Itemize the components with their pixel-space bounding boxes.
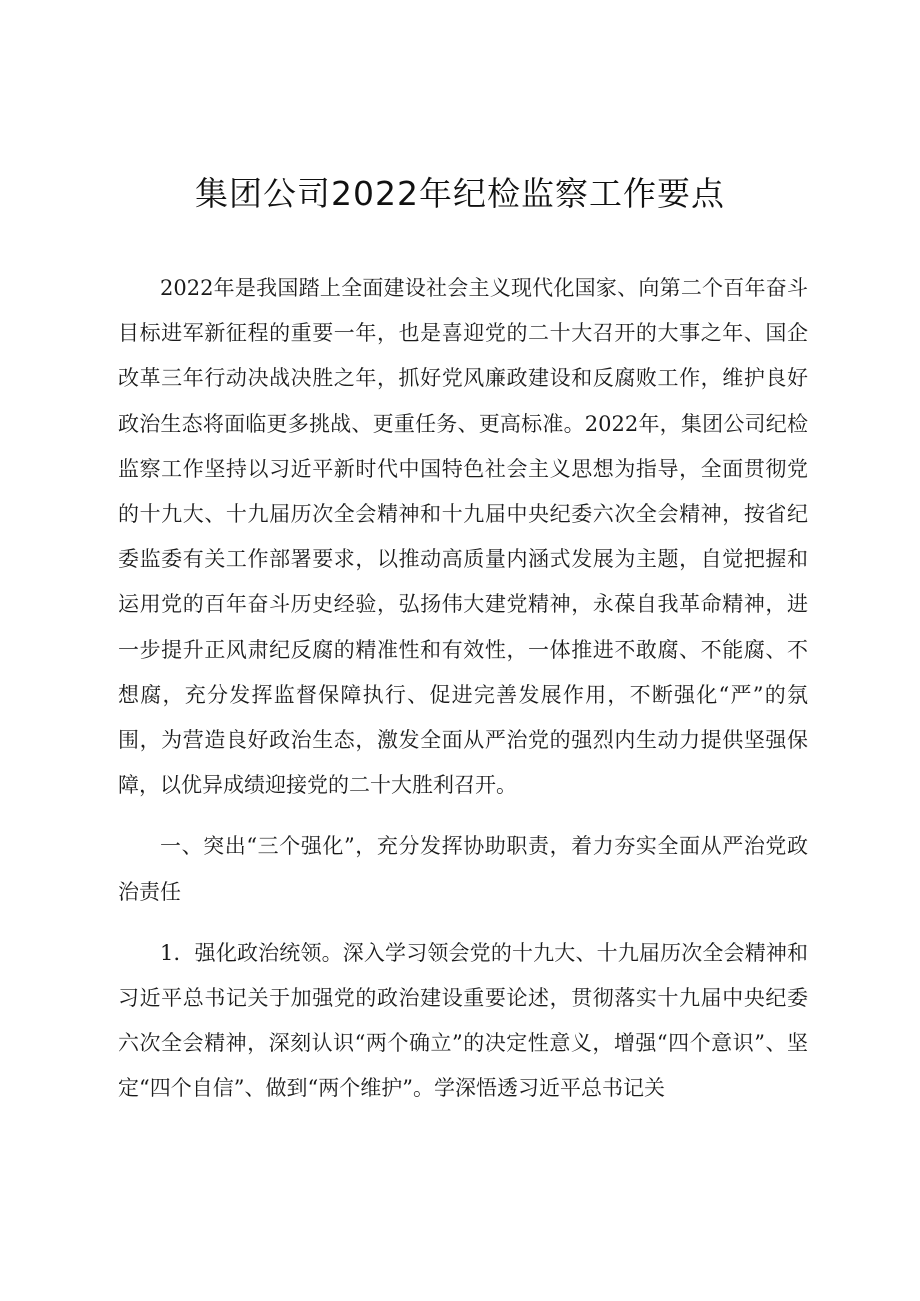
item-paragraph-1: 1．强化政治统领。深入学习领会党的十九大、十九届历次全会精神和习近平总书记关于加强党的政治建设重要论述，贯彻落实十九届中央纪委六次全会精神，深刻认识“两个确立”的决定性意义，增强“四个意识”、坚定“四个自信”、做到“两个维护”。学深悟透习近平总书记关: [118, 940, 808, 1101]
section-heading-1: 一、突出“三个强化”，充分发挥协助职责，着力夯实全面从严治党政治责任: [118, 834, 808, 904]
intro-paragraph: 2022年是我国踏上全面建设社会主义现代化国家、向第二个百年奋斗目标进军新征程的重要一年，也是喜迎党的二十大召开的大事之年、国企改革三年行动决战决胜之年，抓好党风廉政建设和反腐败工作，维护良好政治生态将面临更多挑战、更重任务、更高标准。2022年，集团公司纪检监察工作坚持以习近平新时代中国特色社会主义思想为指导，全面贯彻党的十九大、十九届历次全会精神和十九届中央纪委六次全会精神，按省纪委监委有关工作部署要求，以推动高质量内涵式发展为主题，自觉把握和运用党的百年奋斗历史经验，弘扬伟大建党精神，永葆自我革命精神，进一步提升正风肃纪反腐的精准性和有效性，一体推进不敢腐、不能腐、不想腐，充分发挥监督保障执行、促进完善发展作用，不断强化“严”的氛围，为营造良好政治生态，激发全面从严治党的强烈内生动力提供坚强保障，以优异成绩迎接党的二十大胜利召开。: [118, 276, 808, 798]
paragraph-spacer: [118, 915, 808, 931]
document-body: [118, 266, 808, 1112]
paragraph-spacer: [118, 808, 808, 824]
document-title: 集团公司2022年纪检监察工作要点: [195, 174, 725, 213]
